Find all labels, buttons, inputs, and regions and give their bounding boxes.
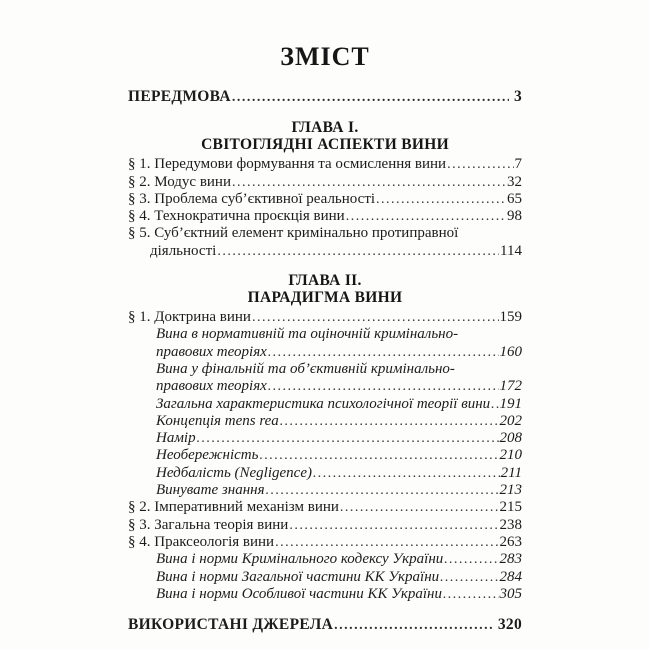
page-number: 263 xyxy=(499,533,522,550)
page-number: 172 xyxy=(499,378,522,395)
toc-entry-sources xyxy=(128,616,522,634)
dot-leader xyxy=(346,208,506,225)
page-number: 320 xyxy=(497,616,522,634)
entry-text: Необережність xyxy=(156,447,259,464)
toc-entry xyxy=(128,174,522,191)
entry-text: § 3. Проблема суб’єктивної реальності xyxy=(128,190,376,207)
page-number: 3 xyxy=(513,88,522,105)
toc-entry xyxy=(128,361,522,378)
toc-entry xyxy=(128,378,522,395)
page-number: 65 xyxy=(507,190,522,207)
entry-text: § 1. Передумови формування та осмислення вини xyxy=(128,156,447,173)
chapter-heading-line: СВІТОГЛЯДНІ АСПЕКТИ ВИНИ xyxy=(201,135,449,153)
page-number: 202 xyxy=(499,412,522,429)
page-number: 305 xyxy=(499,585,522,602)
page-number: 160 xyxy=(499,343,522,360)
dot-leader xyxy=(340,499,499,516)
dot-leader xyxy=(232,88,509,106)
chapter-heading xyxy=(128,120,522,153)
dot-leader xyxy=(268,378,499,395)
toc-entry xyxy=(128,534,522,551)
toc-entry xyxy=(128,225,522,242)
page-number: 211 xyxy=(500,464,522,481)
toc-entry xyxy=(128,569,522,586)
page-number: 7 xyxy=(514,156,522,173)
toc-entry xyxy=(128,191,522,208)
toc-entry xyxy=(128,447,522,464)
entry-text: Вина і норми Особливої частини КК України xyxy=(156,585,443,602)
entry-text: Вина і норми Загальної частини КК України xyxy=(156,568,440,585)
entry-text: Недбалість (Negligence) xyxy=(156,464,312,481)
toc-entry xyxy=(128,482,522,499)
toc-entry xyxy=(128,413,522,430)
toc-entry xyxy=(128,208,522,225)
toc-entry xyxy=(128,243,522,260)
entry-text: правових теоріях xyxy=(156,378,267,395)
entry-text: § 5. Суб’єктний елемент кримінально протиправної xyxy=(128,225,459,242)
toc-entry xyxy=(128,499,522,516)
dot-leader xyxy=(268,344,499,361)
dot-leader xyxy=(259,447,498,464)
entry-text: правових теоріях xyxy=(156,343,267,360)
page-number: 208 xyxy=(499,430,522,447)
chapter-heading-line: ГЛАВА II. xyxy=(288,272,362,290)
toc-entry xyxy=(128,586,522,603)
dot-leader xyxy=(444,551,498,568)
entry-text: Вина в нормативній та оціночній кримінально- xyxy=(156,326,459,343)
page-number: 215 xyxy=(499,499,522,516)
dot-leader xyxy=(197,430,499,447)
entry-text: § 2. Імперативний механізм вини xyxy=(128,499,339,516)
entry-text: Вина і норми Кримінального кодексу України xyxy=(156,551,444,568)
page-number: 32 xyxy=(507,173,522,190)
page-number: 210 xyxy=(499,447,522,464)
dot-leader xyxy=(217,243,499,260)
dot-leader xyxy=(232,174,506,191)
page-number: 191 xyxy=(499,395,522,412)
page-number: 98 xyxy=(507,208,522,225)
page-number: 114 xyxy=(500,242,522,259)
entry-text: § 4. Праксеологія вини xyxy=(128,533,275,550)
dot-leader xyxy=(447,156,513,173)
dot-leader xyxy=(491,396,498,413)
dot-leader xyxy=(252,309,499,326)
entry-text: діяльності xyxy=(150,242,217,259)
toc-entry xyxy=(128,344,522,361)
page-title: ЗМІСТ xyxy=(280,42,370,71)
entry-text: ВИКОРИСТАНІ ДЖЕРЕЛА xyxy=(128,616,334,634)
page-number: 238 xyxy=(499,516,522,533)
dot-leader xyxy=(275,534,498,551)
entry-text: Намір xyxy=(156,430,196,447)
entry-text: § 3. Загальна теорія вини xyxy=(128,516,289,533)
chapter-heading xyxy=(128,273,522,306)
entry-text: § 4. Технократична проєкція вини xyxy=(128,208,345,225)
dot-leader xyxy=(376,191,506,208)
chapter-heading-line: ПАРАДИГМА ВИНИ xyxy=(247,288,403,306)
toc-entry xyxy=(128,430,522,447)
entry-text: § 2. Модус вини xyxy=(128,173,231,190)
dot-leader xyxy=(443,586,498,603)
dot-leader xyxy=(266,482,499,499)
page-number: 284 xyxy=(499,568,522,585)
toc-entry xyxy=(128,156,522,173)
entry-text: ПЕРЕДМОВА xyxy=(128,88,231,105)
entry-text: Винувате знання xyxy=(156,482,265,499)
dot-leader xyxy=(289,517,498,534)
chapter-heading-line: ГЛАВА I. xyxy=(291,119,359,137)
entry-text: Вина у фінальній та об’єктивній кримінально- xyxy=(156,360,455,377)
page-number: 213 xyxy=(499,482,522,499)
dot-leader xyxy=(440,569,498,586)
chapters-container xyxy=(128,120,522,603)
toc-entry xyxy=(128,396,522,413)
entry-text: § 1. Доктрина вини xyxy=(128,309,251,326)
dot-leader xyxy=(280,413,499,430)
toc-entry-preface xyxy=(128,88,522,106)
toc-entry xyxy=(128,551,522,568)
dot-leader xyxy=(313,465,500,482)
toc-entry xyxy=(128,309,522,326)
toc-entry xyxy=(128,326,522,343)
entry-text: Концепція mens rea xyxy=(156,412,279,429)
page-number: 283 xyxy=(499,551,522,568)
toc-entry xyxy=(128,465,522,482)
toc-entry xyxy=(128,517,522,534)
entry-text: Загальна характеристика психологічної теорії вини xyxy=(156,395,491,412)
dot-leader xyxy=(334,616,493,634)
page-number: 159 xyxy=(499,309,522,326)
